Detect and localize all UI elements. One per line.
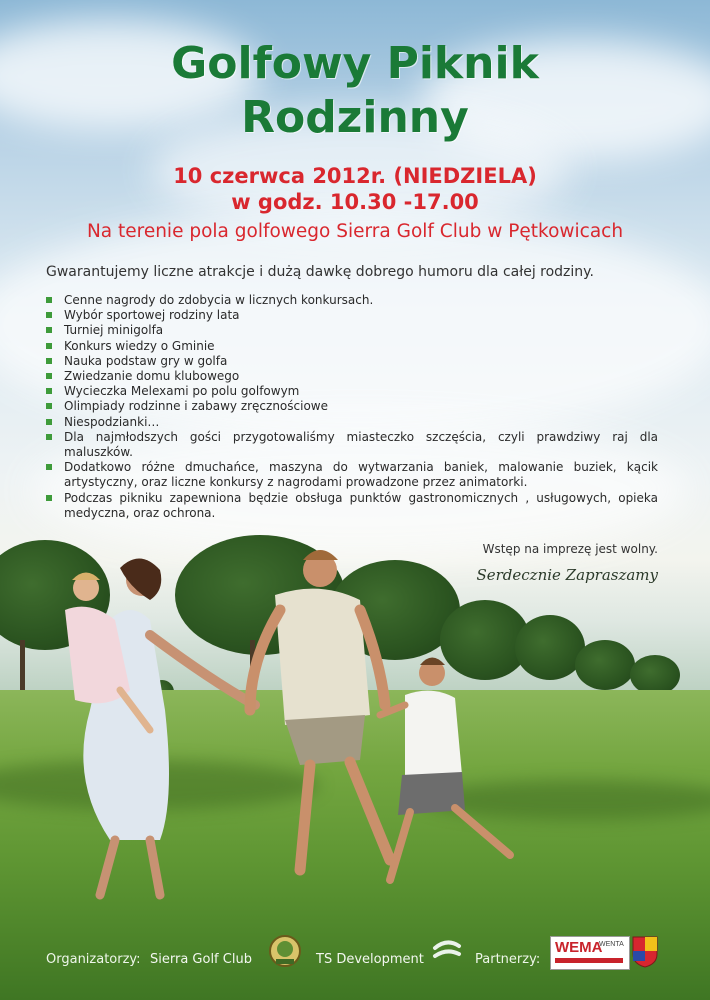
event-venue: Na terenie pola golfowego Sierra Golf Club w Pętkowicach bbox=[86, 221, 624, 242]
bullet-icon bbox=[46, 358, 52, 364]
organizer-sierra-golf-club: Sierra Golf Club bbox=[150, 952, 252, 967]
feature-item: Dla najmłodszych gości przygotowaliśmy miasteczko szczęścia, czyli prawdziwy raj dla maluszków. bbox=[46, 430, 658, 460]
ts-development-wave-icon bbox=[432, 938, 462, 964]
feature-item: Konkurs wiedzy o Gminie bbox=[46, 339, 658, 354]
golf-club-emblem-icon bbox=[268, 934, 302, 968]
features-list bbox=[46, 293, 658, 521]
feature-item: Wybór sportowej rodziny lata bbox=[46, 308, 658, 323]
intro-text: Gwarantujemy liczne atrakcje i dużą dawkę dobrego humoru dla całej rodziny. bbox=[46, 264, 594, 280]
feature-item: Dodatkowo różne dmuchańce, maszyna do wytwarzania baniek, malowanie buziek, kącik artystyczny, oraz liczne konkursy z nagrodami prowadzone przez animatorki. bbox=[46, 460, 658, 490]
bullet-icon bbox=[46, 495, 52, 501]
event-hours: w godz. 10.30 -17.00 bbox=[231, 190, 479, 214]
feature-item: Olimpiady rodzinne i zabawy zręcznościowe bbox=[46, 399, 658, 414]
poster-title-line1: Golfowy Piknik bbox=[171, 38, 539, 89]
wema-partner-logo bbox=[550, 936, 630, 970]
feature-item: Niespodzianki… bbox=[46, 415, 658, 430]
sponsors-footer bbox=[0, 940, 710, 980]
invitation-signature: Serdecznie Zapraszamy bbox=[476, 566, 658, 584]
wenta-logo-text: WENTA bbox=[599, 941, 624, 948]
wema-logo-text: WEMA bbox=[555, 939, 603, 956]
bullet-icon bbox=[46, 403, 52, 409]
family-illustration bbox=[0, 540, 710, 900]
feature-item: Cenne nagrody do zdobycia w licznych konkursach. bbox=[46, 293, 658, 308]
boy-figure bbox=[380, 658, 510, 881]
bullet-icon bbox=[46, 373, 52, 379]
bullet-icon bbox=[46, 434, 52, 440]
father-figure bbox=[250, 550, 390, 870]
free-entry-note: Wstęp na imprezę jest wolny. bbox=[482, 542, 658, 556]
bullet-icon bbox=[46, 388, 52, 394]
feature-item: Turniej minigolfa bbox=[46, 323, 658, 338]
organizers-label: Organizatorzy: bbox=[46, 952, 141, 967]
poster-title-line2: Rodzinny bbox=[241, 92, 469, 143]
bullet-icon bbox=[46, 297, 52, 303]
feature-item: Podczas pikniku zapewniona będzie obsługa punktów gastronomicznych , usługowych, opieka medyczna, oraz ochrona. bbox=[46, 491, 658, 521]
coat-of-arms-icon bbox=[632, 936, 658, 968]
bullet-icon bbox=[46, 327, 52, 333]
partners-label: Partnerzy: bbox=[475, 952, 541, 967]
feature-item: Zwiedzanie domu klubowego bbox=[46, 369, 658, 384]
organizer-ts-development: TS Development bbox=[316, 952, 424, 967]
bullet-icon bbox=[46, 343, 52, 349]
bullet-icon bbox=[46, 464, 52, 470]
event-date: 10 czerwca 2012r. (NIEDZIELA) bbox=[173, 164, 537, 188]
bullet-icon bbox=[46, 312, 52, 318]
mother-figure bbox=[83, 558, 255, 895]
logo-stripe bbox=[555, 958, 623, 963]
bullet-icon bbox=[46, 419, 52, 425]
feature-item: Wycieczka Melexami po polu golfowym bbox=[46, 384, 658, 399]
feature-item: Nauka podstaw gry w golfa bbox=[46, 354, 658, 369]
